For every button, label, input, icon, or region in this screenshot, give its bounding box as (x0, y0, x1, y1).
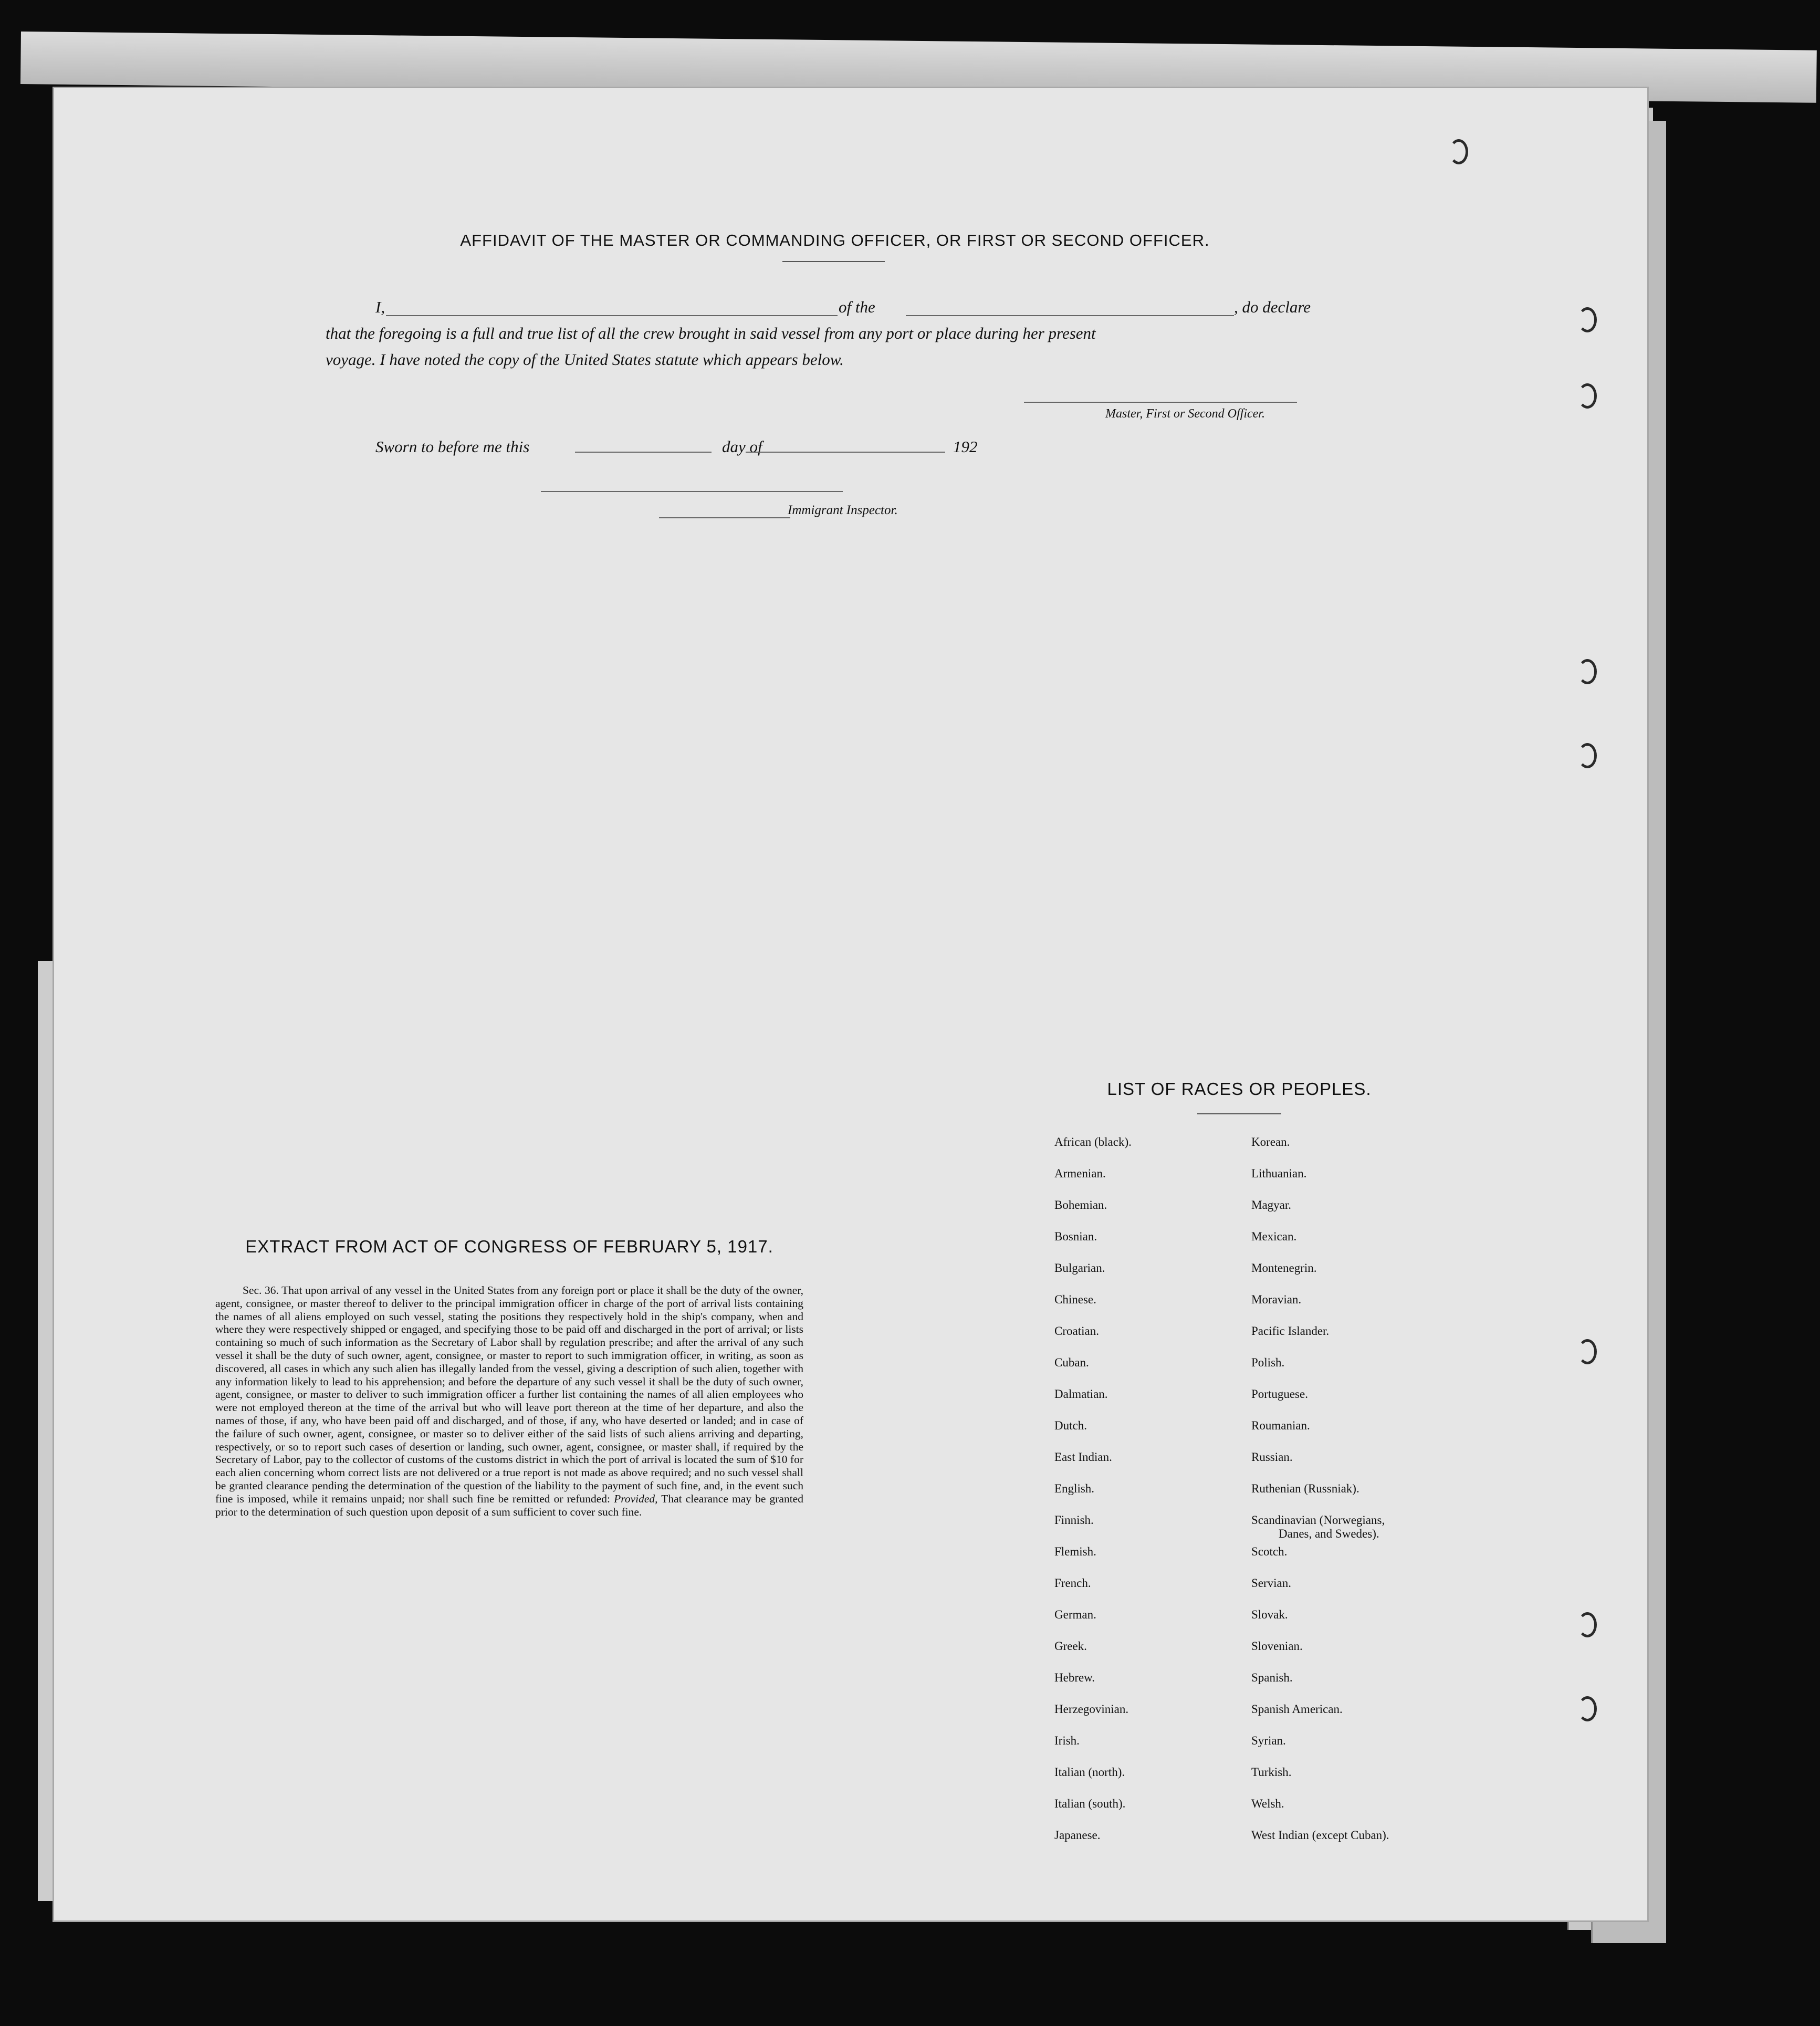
race-item: Scotch. (1251, 1545, 1288, 1558)
race-item: Lithuanian. (1251, 1167, 1307, 1180)
name-blank (386, 315, 838, 316)
race-item: Spanish. (1251, 1671, 1293, 1684)
race-item: Irish. (1054, 1734, 1080, 1747)
races-title-rule (1197, 1113, 1281, 1114)
binder-hole (1578, 1339, 1597, 1364)
race-item: Herzegovinian. (1054, 1703, 1129, 1716)
race-item: Korean. (1251, 1135, 1290, 1148)
race-item: Mexican. (1251, 1230, 1297, 1243)
binder-hole (1578, 383, 1597, 409)
race-item: Polish. (1251, 1356, 1285, 1369)
binder-hole (1578, 1612, 1597, 1637)
race-item: Japanese. (1054, 1829, 1101, 1842)
sworn-month-blank (746, 452, 945, 453)
binder-hole (1578, 659, 1597, 684)
affidavit-line-3: voyage. I have noted the copy of the United States statute which appears below. (326, 350, 844, 369)
inspector-label: Immigrant Inspector. (788, 503, 898, 517)
statute-text (215, 1284, 803, 1518)
race-item: Servian. (1251, 1576, 1292, 1590)
race-item: Greek. (1054, 1639, 1087, 1653)
binder-hole (1578, 743, 1597, 768)
title-rule (782, 261, 885, 262)
race-item: Slovak. (1251, 1608, 1288, 1621)
race-item: Hebrew. (1054, 1671, 1095, 1684)
race-item: African (black). (1054, 1135, 1132, 1148)
provided-word: Provided, (614, 1492, 658, 1505)
sworn-text: Sworn to before me this (375, 437, 530, 456)
binder-hole (1578, 307, 1597, 332)
race-item: Russian. (1251, 1450, 1293, 1464)
race-item: Flemish. (1054, 1545, 1096, 1558)
race-item: French. (1054, 1576, 1091, 1590)
race-item: Syrian. (1251, 1734, 1286, 1747)
affidavit-i: I, (375, 298, 385, 316)
affidavit-line-2: that the foregoing is a full and true list of all the crew brought in said vessel from any port or place during her present (326, 324, 1096, 342)
race-item: Finnish. (1054, 1513, 1094, 1527)
race-item: Armenian. (1054, 1167, 1106, 1180)
race-item: Cuban. (1054, 1356, 1089, 1369)
race-item: German. (1054, 1608, 1096, 1621)
race-item: Montenegrin. (1251, 1261, 1317, 1275)
race-item: Welsh. (1251, 1797, 1284, 1810)
extract-title: EXTRACT FROM ACT OF CONGRESS OF FEBRUARY 5, 1917. (245, 1237, 773, 1256)
race-item: Bohemian. (1054, 1198, 1107, 1212)
race-item: Bulgarian. (1054, 1261, 1105, 1275)
signature-label: Master, First or Second Officer. (1105, 407, 1265, 421)
race-item: Slovenian. (1251, 1639, 1303, 1653)
race-item: Magyar. (1251, 1198, 1292, 1212)
race-item: West Indian (except Cuban). (1251, 1829, 1389, 1842)
race-item: Ruthenian (Russniak). (1251, 1482, 1359, 1495)
races-title: LIST OF RACES OR PEOPLES. (1107, 1079, 1372, 1099)
affidavit-title: AFFIDAVIT OF THE MASTER OR COMMANDING OFFICER, OR FIRST OR SECOND OFFICER. (460, 231, 1210, 249)
statute-body-2: That clearance may be granted prior to the determination of such question upon deposit of a sum sufficient to cover such fine. (215, 1492, 803, 1518)
race-item-text: Scandinavian (Norwegians, (1251, 1513, 1385, 1527)
sworn-day-of: day of (722, 437, 762, 456)
race-item: Portuguese. (1251, 1387, 1308, 1401)
statute-body-1: That upon arrival of any vessel in the United States from any foreign port or place it shall be the duty of the owner, agent, consignee, or master thereof to deliver to the principal immigration officer in charge of the port of arrival lists containing the names of all aliens employed on such vessel, stating the positions they respectively hold in the ship's company, when and where they were respectively shipped or engaged, and specifying those to be paid off and discharged in the port of arrival; or lists containing so much of such information as the Secretary of Labor shall by regulation prescribe; and after the arrival of any such vessel it shall be the duty of such owner, agent, consignee, or master to report to such immigration officer, in writing, as soon as discovered, all cases in which any such alien has illegally landed from the vessel, giving a description of such alien, together with any information likely to lead to his apprehension; and before the departure of any such vessel it shall be the duty of such owner, agent, consignee, or master to deliver to such immigration officer a further list containing the names of all alien employees who were not employed thereon at the time of the arrival but who will leave port thereon at the time of her departure, and also the names of those, if any, who have been paid off and discharged, and of those, if any, who have deserted or landed; and in case of the failure of such owner, agent, consignee, or master so to deliver either of the said lists of such aliens arriving and departing, respectively, or so to report such cases of desertion or landing, such owner, agent, consignee, or master shall, if required by the Secretary of Labor, pay to the collector of customs of the customs district in which the port of arrival is located the sum of $10 for each alien concerning whom correct lists are not delivered or a true report is not made as above required; and no such vessel shall be granted clearance pending the determination of the question of the liability to the payment of such fine, and, in the event such fine is imposed, while it remains unpaid; nor shall such fine be remitted or refunded: (215, 1284, 803, 1505)
sworn-year: 192 (953, 437, 978, 456)
race-item: English. (1054, 1482, 1095, 1495)
inspector-blank-2 (659, 517, 790, 518)
race-item-continuation: Danes, and Swedes). (1279, 1527, 1379, 1540)
signature-blank (1024, 402, 1297, 403)
race-item: Croatian. (1054, 1324, 1099, 1338)
race-item: Bosnian. (1054, 1230, 1097, 1243)
race-item: Spanish American. (1251, 1703, 1343, 1716)
race-item: Italian (south). (1054, 1797, 1126, 1810)
affidavit-of-the: of the (839, 298, 875, 316)
race-item: Roumanian. (1251, 1419, 1310, 1432)
race-item: Turkish. (1251, 1766, 1292, 1779)
binder-hole (1578, 1696, 1597, 1721)
vessel-blank (906, 315, 1234, 316)
race-item: East Indian. (1054, 1450, 1112, 1464)
inspector-blank-1 (541, 491, 843, 492)
race-item: Dalmatian. (1054, 1387, 1108, 1401)
document-page (53, 87, 1649, 1922)
binder-hole (1449, 139, 1468, 164)
sworn-day-blank (575, 452, 712, 453)
affidavit-declare: , do declare (1234, 298, 1311, 316)
race-item: Moravian. (1251, 1293, 1302, 1306)
race-item: Italian (north). (1054, 1766, 1125, 1779)
race-item (1251, 1513, 1385, 1541)
race-item: Dutch. (1054, 1419, 1087, 1432)
race-item: Chinese. (1054, 1293, 1096, 1306)
race-item: Pacific Islander. (1251, 1324, 1330, 1338)
section-label: Sec. 36. (243, 1284, 279, 1297)
